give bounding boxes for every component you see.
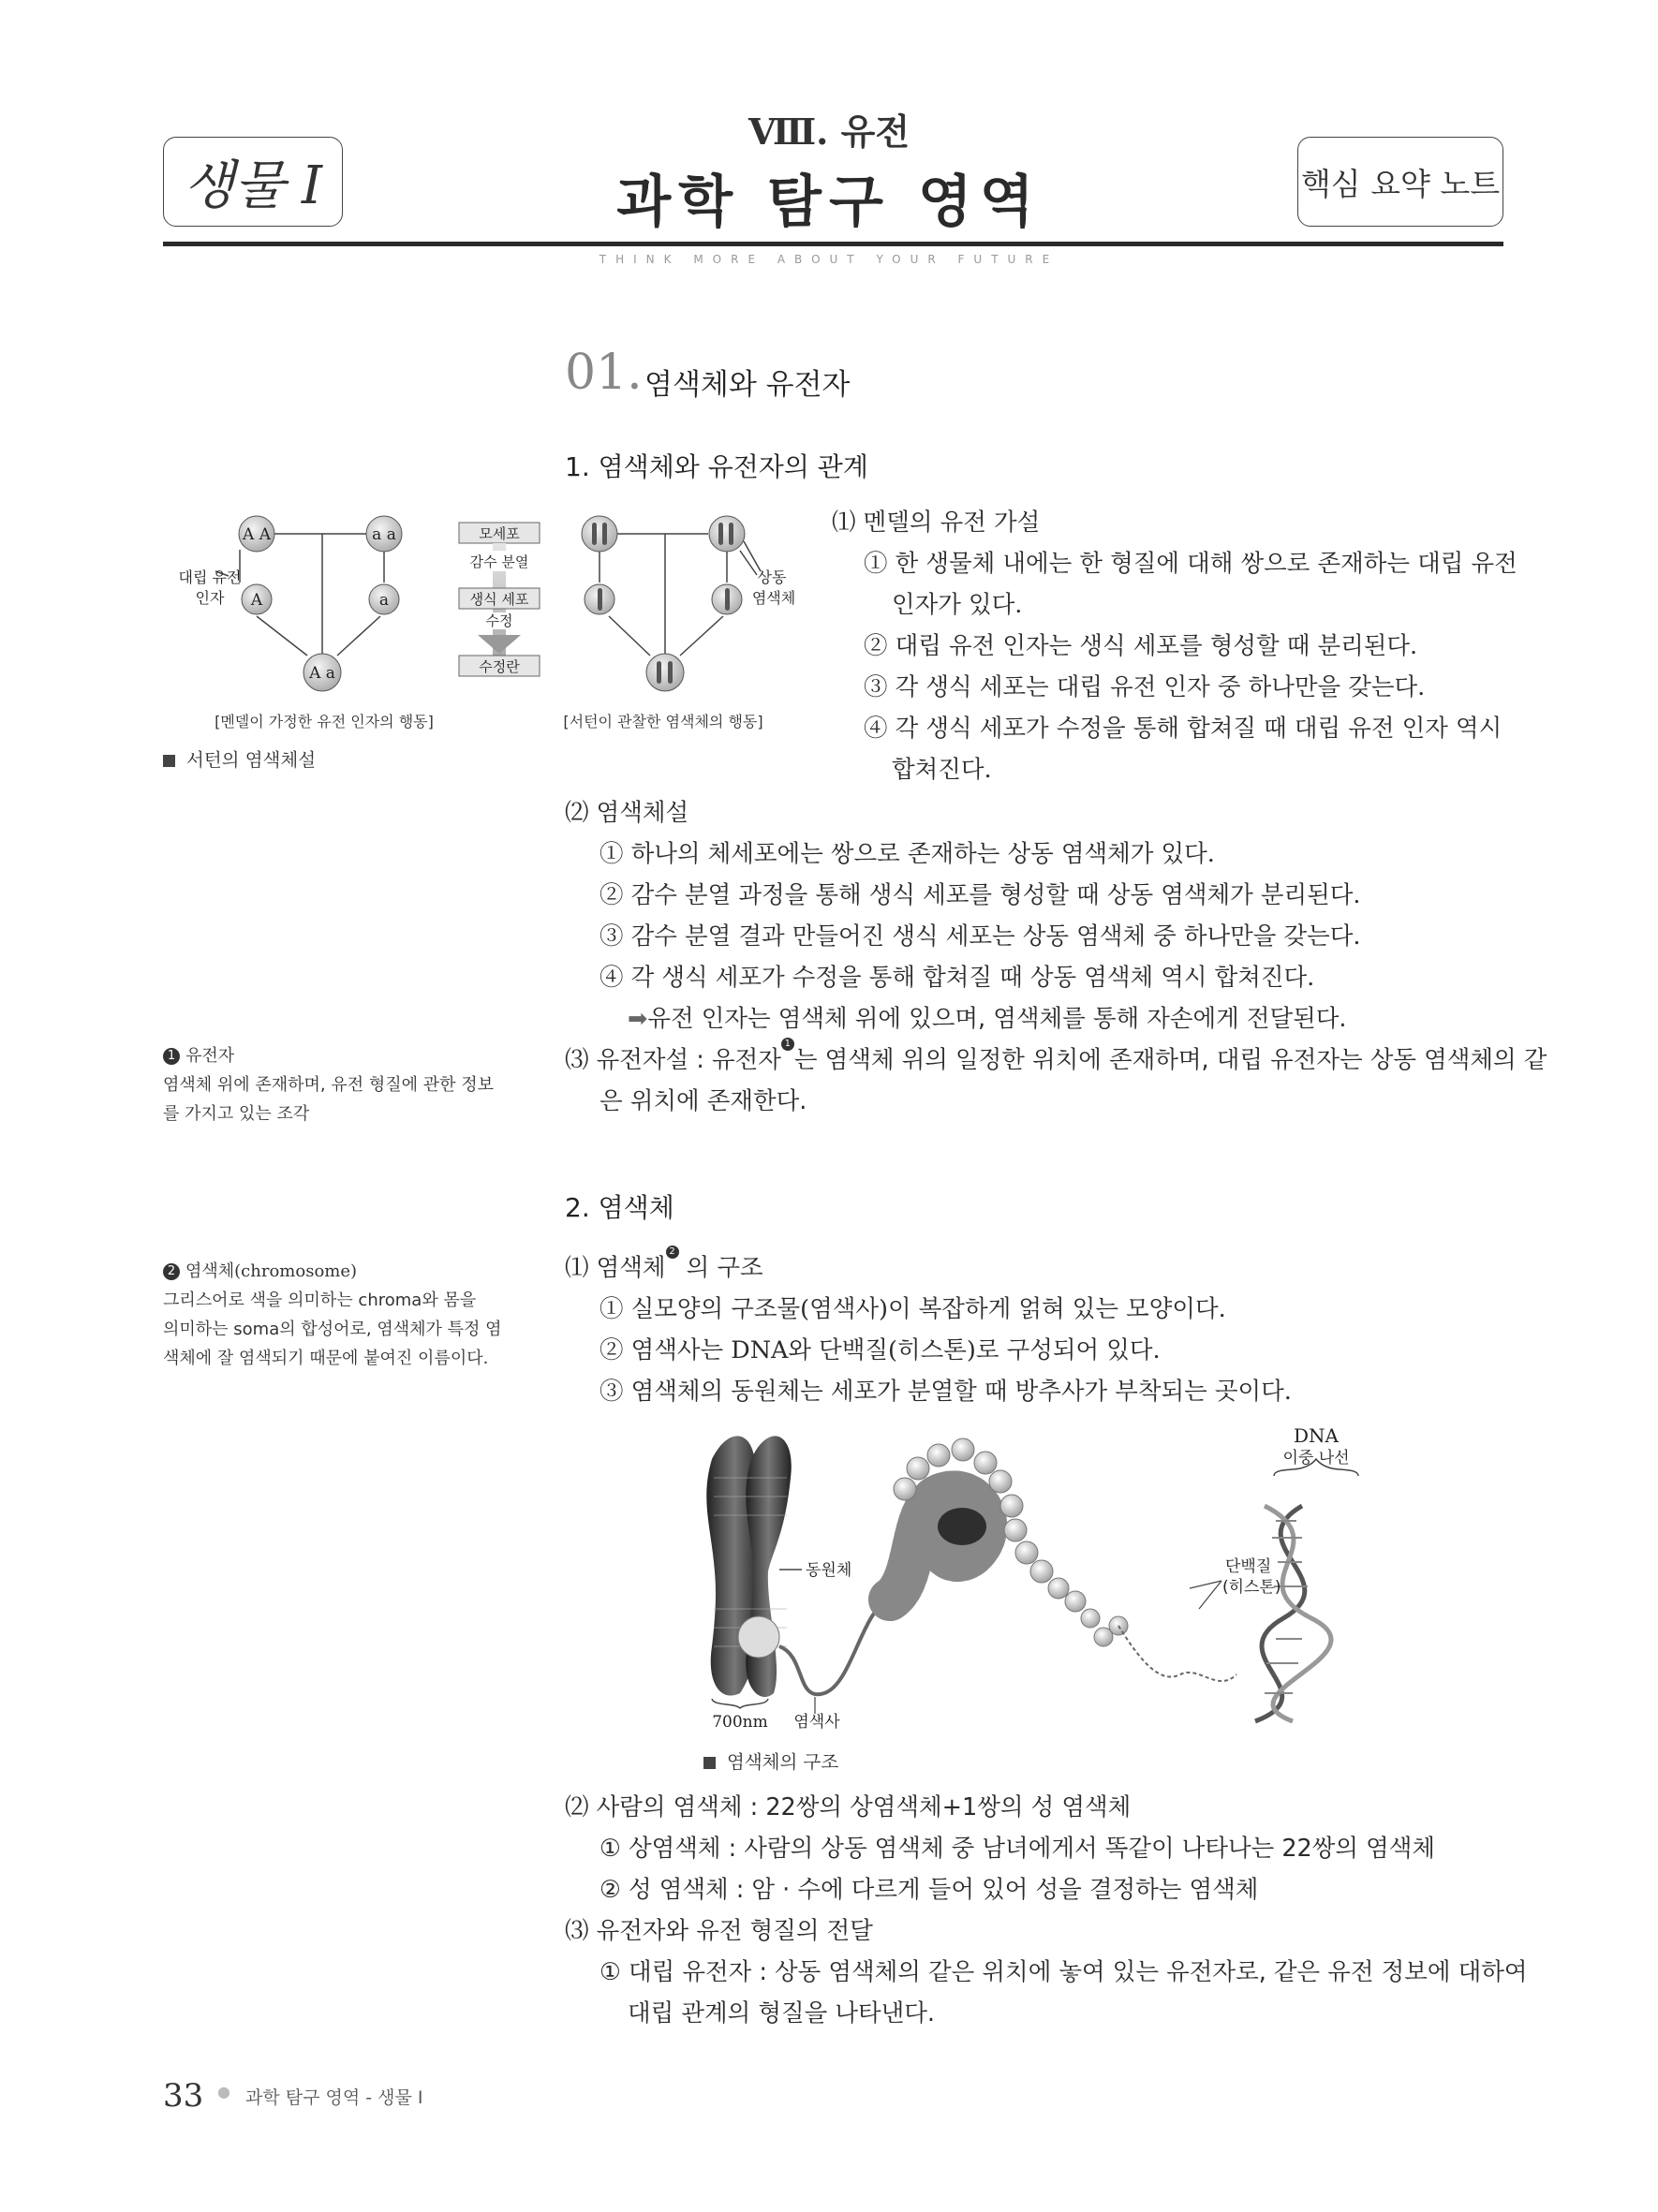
p1-item-2: ② 대립 유전 인자는 생식 세포를 형성할 때 분리된다. xyxy=(864,632,1418,660)
p2-item-1: ① 하나의 체세포에는 쌍으로 존재하는 상동 염색체가 있다. xyxy=(600,840,1215,868)
label-protein-1: 단백질 xyxy=(1225,1557,1272,1576)
caption-sutton: [서턴이 관찰한 염색체의 행동] xyxy=(563,713,763,730)
p1-item-1b: 인자가 있다. xyxy=(892,591,1023,619)
s1-item-2: ② 염색사는 DNA와 단백질(히스톤)로 구성되어 있다. xyxy=(600,1336,1161,1364)
flow-gamete: 생식 세포 xyxy=(469,591,529,608)
p3-line1: ⑶ 유전자설 : 유전자$^1$는 염색체 위의 일정한 위치에 존재하며, 대립 유전자는 상동 염색체의 같 xyxy=(565,1039,1547,1074)
label-aa: a a xyxy=(372,525,396,544)
right-arrow-icon: ➡ xyxy=(628,1005,648,1033)
footnote-mark-2: 2 xyxy=(666,1246,679,1259)
s2-item-1: ① 상염색체 : 사람의 상동 염색체 중 남녀에게서 똑같이 나타나는 22쌍의 염색체 xyxy=(600,1835,1436,1863)
p1-item-3: ③ 각 생식 세포는 대립 유전 인자 중 하나만을 갖는다. xyxy=(864,673,1426,701)
unit-title: Ⅷ. 유전 xyxy=(748,111,910,153)
p1-title: ⑴ 멘델의 유전 가설 xyxy=(832,509,1041,537)
p1-item-4: ④ 각 생식 세포가 수정을 통해 합쳐질 때 대립 유전 인자 역시 xyxy=(864,715,1503,743)
label-protein-2: (히스톤) xyxy=(1222,1578,1281,1597)
part2-heading: 2. 염색체 xyxy=(565,1192,674,1223)
sidebar-note-chromosome: 2 염색체(chromosome) 그리스어로 색을 의미하는 chroma와 몸을 의미하는 soma의 합성어로, 염색체가 특정 염 색체에 잘 염색되기 때문에 붙여진 이름이다. xyxy=(163,1261,502,1368)
caption-mendel: [멘델이 가정한 유전 인자의 행동] xyxy=(215,713,434,730)
note-mark-2: 2 xyxy=(163,1263,180,1280)
summary-note-label: 핵심 요약 노트 xyxy=(1300,165,1501,202)
s3-title: ⑶ 유전자와 유전 형질의 전달 xyxy=(565,1917,873,1945)
flow-zygote: 수정란 xyxy=(479,658,520,675)
flow-parent-cell: 모세포 xyxy=(479,525,520,542)
footer-text: 과학 탐구 영역 - 생물 Ⅰ xyxy=(245,2087,423,2108)
s1-item-1: ① 실모양의 구조물(염색사)이 복잡하게 얽혀 있는 모양이다. xyxy=(600,1295,1226,1323)
note-mark-1: 1 xyxy=(163,1048,180,1065)
tagline: THINK MORE ABOUT YOUR FUTURE xyxy=(599,253,1059,266)
page-number: 33 xyxy=(163,2077,204,2115)
header-rule xyxy=(163,242,1503,246)
p2-conclusion: ➡유전 인자는 염색체 위에 있으며, 염색체를 통해 자손에게 전달된다. xyxy=(628,1005,1347,1033)
label-AA: A A xyxy=(243,525,271,544)
s2-item-2: ② 성 염색체 : 암 · 수에 다르게 들어 있어 성을 결정하는 염색체 xyxy=(600,1876,1259,1904)
chromosome-x-shape xyxy=(706,1436,791,1697)
label-a: a xyxy=(378,591,390,610)
s1-item-3: ③ 염색체의 동원체는 세포가 분열할 때 방추사가 부착되는 곳이다. xyxy=(600,1378,1292,1406)
summary-note-box xyxy=(1297,137,1503,227)
p1-item-1: ① 한 생물체 내에는 한 형질에 대해 쌍으로 존재하는 대립 유전 xyxy=(864,550,1517,578)
section-title: 염색체와 유전자 xyxy=(644,368,851,402)
label-chromatin: 염색사 xyxy=(793,1713,840,1732)
flow-meiosis: 감수 분열 xyxy=(469,553,529,570)
figure-title-sutton: 서턴의 염색체설 xyxy=(163,745,316,772)
label-allele-2: 인자 xyxy=(195,589,225,607)
page-title: 과학 탐구 영역 xyxy=(616,170,1042,235)
label-double-helix: 이중 나선 xyxy=(1282,1449,1350,1467)
subject-label: 생물 Ⅰ xyxy=(183,155,323,216)
s2-title: ⑵ 사람의 염색체 : 22쌍의 상염색체+1쌍의 성 염색체 xyxy=(565,1793,1132,1821)
square-bullet-icon xyxy=(703,1757,716,1769)
part1-heading: 1. 염색체와 유전자의 관계 xyxy=(565,451,868,482)
label-Aa: A a xyxy=(309,664,335,683)
label-homolog-1: 상동 xyxy=(757,568,787,586)
sutton-diagram xyxy=(163,506,819,740)
s1-title: ⑴ 염색체$^2$ 의 구조 xyxy=(565,1246,763,1282)
footnote-mark-1: 1 xyxy=(781,1038,794,1051)
chromosome-structure-figure xyxy=(693,1422,1386,1740)
square-bullet-icon xyxy=(163,755,175,767)
p2-item-3: ③ 감수 분열 결과 만들어진 생식 세포는 상동 염색체 중 하나만을 갖는다. xyxy=(600,922,1361,951)
p2-item-4: ④ 각 생식 세포가 수정을 통해 합쳐질 때 상동 염색체 역시 합쳐진다. xyxy=(600,964,1315,992)
s3-item-1: ① 대립 유전자 : 상동 염색체의 같은 위치에 놓여 있는 유전자로, 같은 유전 정보에 대하여 xyxy=(600,1958,1528,1986)
p3-line2: 은 위치에 존재한다. xyxy=(600,1087,807,1115)
sidebar-note-gene: 1 유전자 염색체 위에 존재하며, 유전 형질에 관한 정보 를 가지고 있는 조각 xyxy=(163,1046,495,1124)
label-centromere: 동원체 xyxy=(806,1561,852,1580)
label-dna: DNA xyxy=(1294,1424,1339,1447)
figure-title-structure: 염색체의 구조 xyxy=(703,1747,838,1774)
flow-fertilization: 수정 xyxy=(485,612,513,629)
p2-item-2: ② 감수 분열 과정을 통해 생식 세포를 형성할 때 상동 염색체가 분리된다. xyxy=(600,881,1361,909)
label-size: 700nm xyxy=(712,1713,768,1732)
label-allele-1: 대립 유전 xyxy=(178,568,242,586)
p2-title: ⑵ 염색체설 xyxy=(565,799,689,827)
footer-dot-icon: ● xyxy=(217,2083,230,2101)
label-A: A xyxy=(250,591,263,610)
label-homolog-2: 염색체 xyxy=(751,589,796,607)
s3-item-1b: 대립 관계의 형질을 나타낸다. xyxy=(628,1999,936,2028)
section-number: 01. xyxy=(565,345,643,401)
p1-item-4b: 합쳐진다. xyxy=(892,756,992,784)
